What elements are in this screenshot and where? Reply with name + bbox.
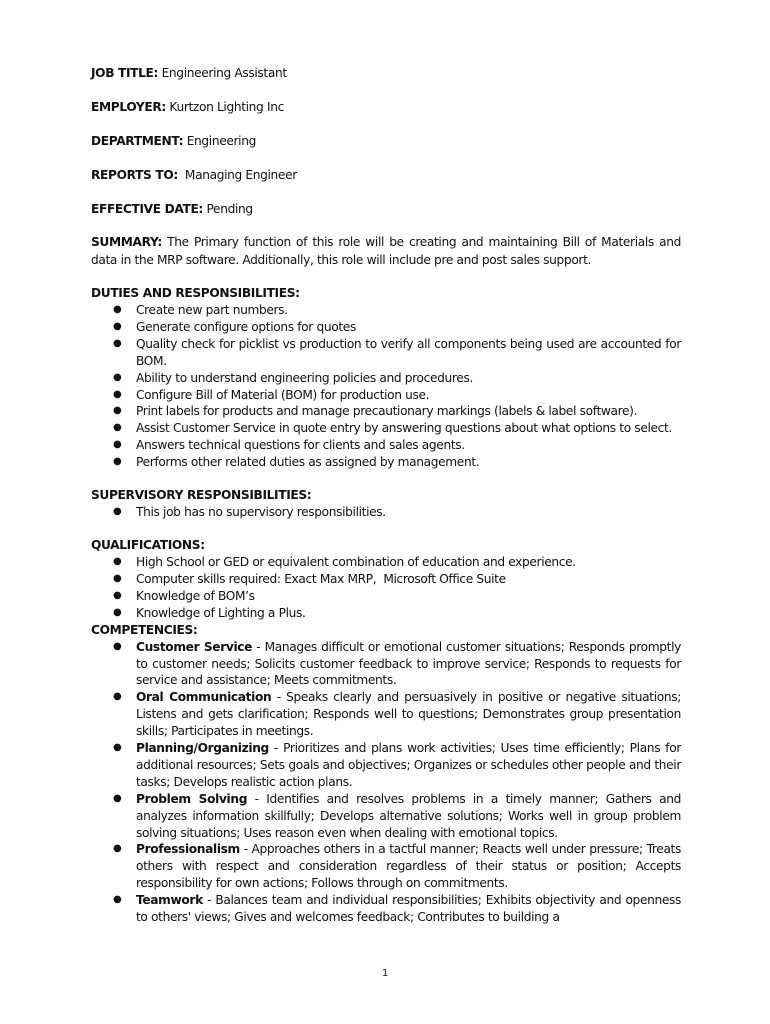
list-item-text: High School or GED or equivalent combination of education and experience. [136,554,576,569]
list-item [91,588,681,605]
list-item [91,504,681,521]
duties-heading: DUTIES AND RESPONSIBILITIES: [91,286,300,300]
bullet-icon: ● [113,371,122,383]
bullet-icon: ● [113,320,122,332]
competency-text: - Prioritizes and plans work activities; Uses time efficiently; Plans for additional resources; Sets goals and objectives; Organizes or schedules other people and their tasks; Develops realistic action plans. [136,741,681,789]
list-item [91,892,681,926]
competency-title: Problem Solving [136,791,248,806]
bullet-icon: ● [113,337,122,349]
list-item [91,370,681,387]
duties-list [91,302,681,471]
list-item-text: This job has no supervisory responsibilities. [136,505,386,520]
list-item [91,302,681,319]
section-spacer [91,471,681,487]
bullet-icon: ● [113,792,122,804]
supervisory-list [91,504,681,521]
list-item [91,605,681,622]
list-item [91,841,681,892]
list-item [91,336,681,370]
bullet-icon: ● [113,456,122,468]
competency-title: Planning/Organizing [136,741,269,756]
list-item-text: Performs other related duties as assigned by management. [136,455,480,470]
competencies-heading: COMPETENCIES: [91,622,198,637]
bullet-icon: ● [113,589,122,601]
page-number: 1 [381,968,388,979]
field-value: Managing Engineer [177,168,297,182]
bullet-icon: ● [113,506,122,518]
field-label: REPORTS TO: [91,168,178,182]
field-value: Engineering Assistant [158,66,287,80]
field-label: EFFECTIVE DATE: [91,202,203,216]
qualifications-heading: QUALIFICATIONS: [91,537,205,552]
bullet-icon: ● [113,555,122,567]
bullet-icon: ● [113,439,122,451]
bullet-icon: ● [113,388,122,400]
list-item [91,420,681,437]
bullet-icon: ● [113,422,122,434]
competency-text: - Approaches others in a tactful manner; Reacts well under pressure; Treats others with respect and consideration regardless of their status or position; Accepts responsibility for own actions; Follows through on commitments. [136,842,681,891]
list-item [91,437,681,454]
bullet-icon: ● [113,843,122,855]
field-label: JOB TITLE: [91,66,159,80]
list-item [91,639,681,690]
list-item [91,689,681,740]
competency-text: - Manages difficult or emotional customer situations; Responds promptly to customer needs; Solicits customer feedback to improve service; Responds to requests for service and assistance; Meets commitments. [136,639,682,688]
competency-title: Teamwork [136,893,203,908]
list-item-text: Knowledge of BOM’s [136,588,255,603]
bullet-icon: ● [113,894,122,906]
summary-text: The Primary function of this role will be creating and maintaining Bill of Materials and data in the MRP software. Additionally, this role will include pre and post sales support. [91,235,681,267]
competencies-list [91,639,681,926]
list-item [91,791,681,842]
list-item-text: Knowledge of Lighting a Plus. [136,605,306,620]
list-item-text: Create new part numbers. [136,303,288,317]
list-item [91,387,681,404]
list-item-text: Answers technical questions for clients and sales agents. [136,438,465,453]
competency-text: - Speaks clearly and persuasively in positive or negative situations; Listens and gets clarification; Responds well to questions; Demonstrates group presentation skills; Participates in meetings. [136,690,681,739]
bullet-icon: ● [113,572,122,584]
list-item [91,319,681,336]
list-item-text: Print labels for products and manage precautionary markings (labels & label software). [136,404,638,419]
field-label: EMPLOYER: [91,100,166,114]
list-item-text: Generate configure options for quotes [136,319,356,334]
list-item [91,554,681,571]
list-item-text: Configure Bill of Material (BOM) for production use. [136,387,430,402]
competency-title: Customer Service [136,639,253,654]
qualifications-list [91,554,681,622]
list-item-text: Assist Customer Service in quote entry by answering questions about what options to select. [136,421,672,436]
summary-label: SUMMARY: [91,235,162,249]
competency-text: - Balances team and individual responsibilities; Exhibits objectivity and openness to others' views; Gives and welcomes feedback; Contributes to building a [136,893,681,925]
summary-paragraph [91,234,681,269]
field-label: DEPARTMENT: [91,134,184,148]
job-title-field [91,64,681,82]
field-value: Kurtzon Lighting Inc [165,100,284,114]
field-value: Pending [202,202,253,216]
list-item [91,571,681,588]
department-field [91,132,681,150]
list-item [91,740,681,791]
bullet-icon: ● [113,640,122,652]
bullet-icon: ● [113,606,122,618]
list-item-text: Computer skills required: Exact Max MRP, Microsoft Office Suite [136,571,506,586]
competency-text: - Identifies and resolves problems in a timely manner; Gathers and analyzes information skillfully; Develops alternative solutions; Works well in group problem solving situations; Uses reason even when dealing with emotional topics. [136,791,682,840]
bullet-icon: ● [113,405,122,417]
list-item-text: Ability to understand engineering policies and procedures. [136,370,473,385]
bullet-icon: ● [113,304,122,315]
list-item [91,403,681,420]
reports-to-field [91,166,681,184]
supervisory-heading: SUPERVISORY RESPONSIBILITIES: [91,488,312,503]
list-item [91,454,681,471]
bullet-icon: ● [113,742,122,754]
bullet-icon: ● [113,691,122,703]
job-description [91,64,681,926]
list-item-text: Quality check for picklist vs production to verify all components being used are accounted for BOM. [136,336,681,368]
section-spacer [91,521,681,537]
field-value: Engineering [183,134,256,148]
effective-date-field [91,200,681,218]
competency-title: Oral Communication [136,690,272,705]
competency-title: Professionalism [136,842,240,857]
employer-field [91,98,681,116]
